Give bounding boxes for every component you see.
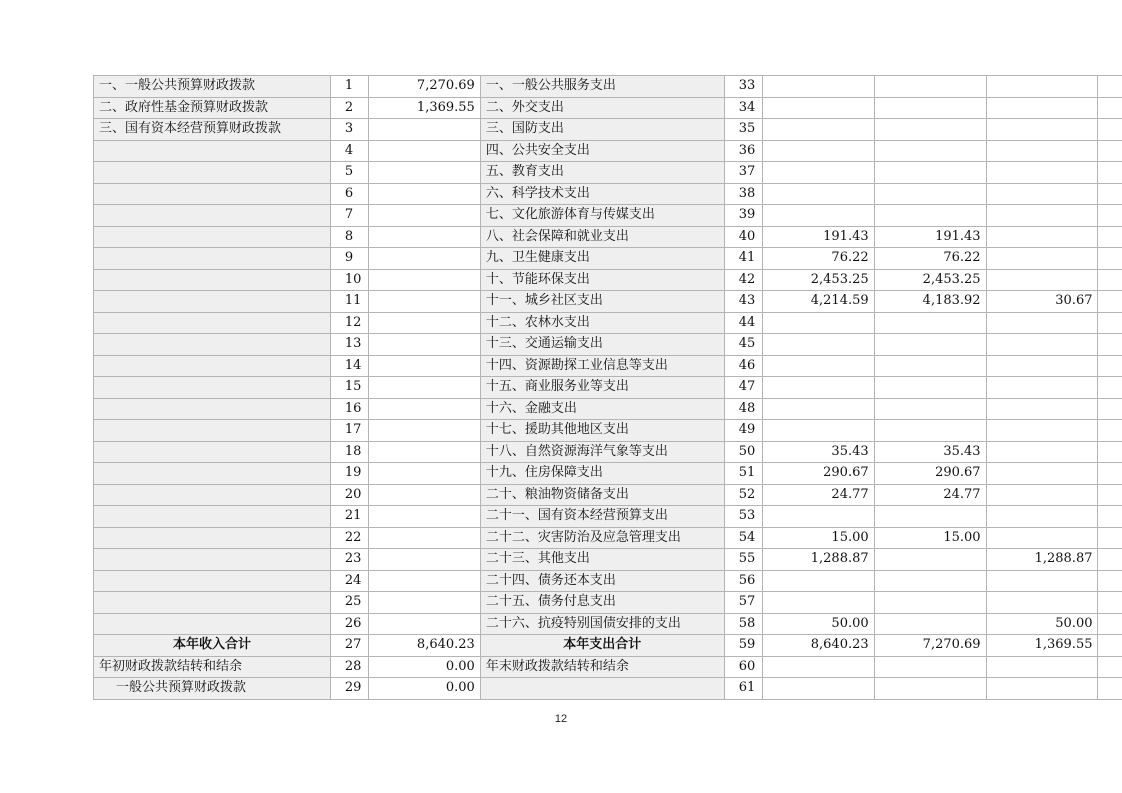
fund-budget-cell: [986, 484, 1098, 506]
fund-budget-cell: [986, 269, 1098, 291]
table-row: [94, 312, 1122, 334]
expense-line-no-cell: 50: [724, 441, 762, 463]
fund-budget-cell: [986, 570, 1098, 592]
income-item-cell: [94, 506, 331, 528]
income-amount-cell: [368, 248, 480, 270]
income-item-cell: [94, 226, 331, 248]
expense-line-no-cell: 61: [724, 678, 762, 700]
general-budget-cell: [874, 162, 986, 184]
income-item-cell: [94, 269, 331, 291]
general-budget-cell: [874, 570, 986, 592]
fund-budget-cell: 30.67: [986, 291, 1098, 313]
expense-line-no-cell: 60: [724, 656, 762, 678]
truncated-column-cell: [1098, 592, 1122, 614]
income-line-no-cell: 4: [330, 140, 368, 162]
income-item-cell: 一、一般公共预算财政拨款: [94, 76, 331, 98]
income-item-cell: [94, 420, 331, 442]
table-row: [94, 656, 1122, 678]
table-row: [94, 506, 1122, 528]
truncated-column-cell: [1098, 527, 1122, 549]
fund-budget-cell: [986, 226, 1098, 248]
expense-total-cell: [762, 97, 874, 119]
table-row: [94, 334, 1122, 356]
income-amount-cell: [368, 377, 480, 399]
income-item-cell: [94, 183, 331, 205]
expense-item-cell: 二十、粮油物资储备支出: [480, 484, 724, 506]
table-body: [94, 76, 1122, 700]
table-row: [94, 527, 1122, 549]
income-line-no-cell: 14: [330, 355, 368, 377]
expense-total-cell: [762, 76, 874, 98]
income-amount-cell: [368, 355, 480, 377]
income-line-no-cell: 8: [330, 226, 368, 248]
income-item-cell: [94, 312, 331, 334]
expense-line-no-cell: 42: [724, 269, 762, 291]
table-row: [94, 570, 1122, 592]
expense-line-no-cell: 52: [724, 484, 762, 506]
income-line-no-cell: 25: [330, 592, 368, 614]
general-budget-cell: 7,270.69: [874, 635, 986, 657]
expense-total-cell: [762, 506, 874, 528]
expense-item-cell: 十三、交通运输支出: [480, 334, 724, 356]
general-budget-cell: [874, 334, 986, 356]
table-row: [94, 678, 1122, 700]
fund-budget-cell: [986, 97, 1098, 119]
income-amount-cell: [368, 592, 480, 614]
fund-budget-cell: [986, 162, 1098, 184]
table-row: [94, 140, 1122, 162]
income-item-cell: [94, 248, 331, 270]
expense-total-cell: [762, 656, 874, 678]
general-budget-cell: 2,453.25: [874, 269, 986, 291]
income-item-cell: [94, 613, 331, 635]
income-amount-cell: [368, 420, 480, 442]
fund-budget-cell: 1,288.87: [986, 549, 1098, 571]
general-budget-cell: [874, 119, 986, 141]
income-item-cell: [94, 334, 331, 356]
expense-total-cell: [762, 312, 874, 334]
expense-item-cell: 六、科学技术支出: [480, 183, 724, 205]
income-line-no-cell: 20: [330, 484, 368, 506]
expense-item-cell: 一、一般公共服务支出: [480, 76, 724, 98]
expense-item-cell: 年末财政拨款结转和结余: [480, 656, 724, 678]
table-row: [94, 463, 1122, 485]
general-budget-cell: [874, 613, 986, 635]
income-item-cell: 本年收入合计: [94, 635, 331, 657]
income-line-no-cell: 29: [330, 678, 368, 700]
expense-total-cell: 191.43: [762, 226, 874, 248]
income-line-no-cell: 3: [330, 119, 368, 141]
expense-line-no-cell: 49: [724, 420, 762, 442]
income-line-no-cell: 1: [330, 76, 368, 98]
table-row: [94, 420, 1122, 442]
expense-line-no-cell: 43: [724, 291, 762, 313]
truncated-column-cell: [1098, 355, 1122, 377]
fund-budget-cell: 1,369.55: [986, 635, 1098, 657]
income-amount-cell: [368, 226, 480, 248]
income-item-cell: [94, 291, 331, 313]
income-item-cell: 年初财政拨款结转和结余: [94, 656, 331, 678]
expense-item-cell: 十六、金融支出: [480, 398, 724, 420]
fund-budget-cell: [986, 441, 1098, 463]
income-amount-cell: [368, 312, 480, 334]
income-amount-cell: 0.00: [368, 656, 480, 678]
expense-total-cell: [762, 678, 874, 700]
expense-item-cell: 十五、商业服务业等支出: [480, 377, 724, 399]
expense-total-cell: 1,288.87: [762, 549, 874, 571]
expense-line-no-cell: 34: [724, 97, 762, 119]
expense-item-cell: 二十五、债务付息支出: [480, 592, 724, 614]
fund-budget-cell: [986, 678, 1098, 700]
expense-item-cell: 十一、城乡社区支出: [480, 291, 724, 313]
general-budget-cell: [874, 420, 986, 442]
income-item-cell: [94, 549, 331, 571]
income-line-no-cell: 13: [330, 334, 368, 356]
income-item-cell: 三、国有资本经营预算财政拨款: [94, 119, 331, 141]
expense-line-no-cell: 53: [724, 506, 762, 528]
truncated-column-cell: [1098, 506, 1122, 528]
general-budget-cell: [874, 205, 986, 227]
expense-line-no-cell: 41: [724, 248, 762, 270]
income-line-no-cell: 23: [330, 549, 368, 571]
general-budget-cell: [874, 398, 986, 420]
expense-total-cell: 2,453.25: [762, 269, 874, 291]
income-amount-cell: [368, 162, 480, 184]
general-budget-cell: [874, 592, 986, 614]
expense-line-no-cell: 56: [724, 570, 762, 592]
expense-item-cell: 七、文化旅游体育与传媒支出: [480, 205, 724, 227]
income-line-no-cell: 11: [330, 291, 368, 313]
table-row: [94, 205, 1122, 227]
income-amount-cell: [368, 570, 480, 592]
truncated-column-cell: [1098, 678, 1122, 700]
income-line-no-cell: 19: [330, 463, 368, 485]
expense-total-cell: 35.43: [762, 441, 874, 463]
income-amount-cell: 8,640.23: [368, 635, 480, 657]
income-line-no-cell: 22: [330, 527, 368, 549]
income-amount-cell: [368, 269, 480, 291]
expense-line-no-cell: 35: [724, 119, 762, 141]
general-budget-cell: 15.00: [874, 527, 986, 549]
income-item-cell: [94, 140, 331, 162]
income-item-cell: [94, 463, 331, 485]
truncated-column-cell: [1098, 656, 1122, 678]
general-budget-cell: [874, 506, 986, 528]
table-row: [94, 441, 1122, 463]
expense-total-cell: [762, 183, 874, 205]
truncated-column-cell: [1098, 441, 1122, 463]
table-row: [94, 76, 1122, 98]
table-row: [94, 291, 1122, 313]
income-amount-cell: [368, 613, 480, 635]
expense-line-no-cell: 48: [724, 398, 762, 420]
fund-budget-cell: [986, 420, 1098, 442]
expense-line-no-cell: 55: [724, 549, 762, 571]
income-item-cell: [94, 162, 331, 184]
general-budget-cell: [874, 312, 986, 334]
income-amount-cell: [368, 334, 480, 356]
expense-line-no-cell: 57: [724, 592, 762, 614]
fund-budget-cell: [986, 119, 1098, 141]
expense-line-no-cell: 58: [724, 613, 762, 635]
fund-budget-cell: 50.00: [986, 613, 1098, 635]
income-amount-cell: 7,270.69: [368, 76, 480, 98]
expense-item-cell: 二十三、其他支出: [480, 549, 724, 571]
income-line-no-cell: 21: [330, 506, 368, 528]
income-line-no-cell: 2: [330, 97, 368, 119]
fund-budget-cell: [986, 592, 1098, 614]
income-item-cell: [94, 355, 331, 377]
fund-budget-cell: [986, 398, 1098, 420]
income-item-cell: [94, 484, 331, 506]
general-budget-cell: 76.22: [874, 248, 986, 270]
expense-total-cell: [762, 420, 874, 442]
truncated-column-cell: [1098, 377, 1122, 399]
table-row: [94, 635, 1122, 657]
truncated-column-cell: [1098, 140, 1122, 162]
income-amount-cell: [368, 183, 480, 205]
expense-line-no-cell: 45: [724, 334, 762, 356]
expense-item-cell: 十、节能环保支出: [480, 269, 724, 291]
truncated-column-cell: [1098, 484, 1122, 506]
expense-line-no-cell: 37: [724, 162, 762, 184]
expense-total-cell: 24.77: [762, 484, 874, 506]
expense-line-no-cell: 39: [724, 205, 762, 227]
general-budget-cell: [874, 140, 986, 162]
general-budget-cell: [874, 678, 986, 700]
expense-total-cell: 4,214.59: [762, 291, 874, 313]
expense-item-cell: 二十六、抗疫特别国债安排的支出: [480, 613, 724, 635]
expense-item-cell: 四、公共安全支出: [480, 140, 724, 162]
truncated-column-cell: [1098, 549, 1122, 571]
fund-budget-cell: [986, 312, 1098, 334]
general-budget-cell: [874, 97, 986, 119]
table-row: [94, 613, 1122, 635]
income-line-no-cell: 6: [330, 183, 368, 205]
truncated-column-cell: [1098, 226, 1122, 248]
truncated-column-cell: [1098, 183, 1122, 205]
income-line-no-cell: 24: [330, 570, 368, 592]
expense-total-cell: [762, 119, 874, 141]
general-budget-cell: 191.43: [874, 226, 986, 248]
truncated-column-cell: [1098, 570, 1122, 592]
income-amount-cell: [368, 140, 480, 162]
income-item-cell: [94, 398, 331, 420]
income-item-cell: [94, 377, 331, 399]
expense-total-cell: [762, 140, 874, 162]
expense-total-cell: [762, 398, 874, 420]
table-row: [94, 592, 1122, 614]
fund-budget-cell: [986, 377, 1098, 399]
table-row: [94, 248, 1122, 270]
expense-item-cell: 本年支出合计: [480, 635, 724, 657]
income-line-no-cell: 18: [330, 441, 368, 463]
fund-budget-cell: [986, 248, 1098, 270]
expense-item-cell: 二十二、灾害防治及应急管理支出: [480, 527, 724, 549]
income-line-no-cell: 10: [330, 269, 368, 291]
fund-budget-cell: [986, 334, 1098, 356]
expense-line-no-cell: 46: [724, 355, 762, 377]
income-item-cell: [94, 205, 331, 227]
truncated-column-cell: [1098, 205, 1122, 227]
income-item-cell: [94, 441, 331, 463]
income-line-no-cell: 17: [330, 420, 368, 442]
expense-total-cell: [762, 205, 874, 227]
table-row: [94, 269, 1122, 291]
expense-line-no-cell: 47: [724, 377, 762, 399]
income-amount-cell: [368, 506, 480, 528]
income-line-no-cell: 28: [330, 656, 368, 678]
expense-line-no-cell: 40: [724, 226, 762, 248]
expense-item-cell: 十八、自然资源海洋气象等支出: [480, 441, 724, 463]
expense-item-cell: 二、外交支出: [480, 97, 724, 119]
expense-line-no-cell: 38: [724, 183, 762, 205]
income-line-no-cell: 16: [330, 398, 368, 420]
table-row: [94, 355, 1122, 377]
truncated-column-cell: [1098, 76, 1122, 98]
expense-line-no-cell: 51: [724, 463, 762, 485]
page-number: 12: [554, 713, 568, 725]
truncated-column-cell: [1098, 119, 1122, 141]
table-row: [94, 484, 1122, 506]
expense-item-cell: 二十四、债务还本支出: [480, 570, 724, 592]
general-budget-cell: [874, 656, 986, 678]
income-amount-cell: [368, 463, 480, 485]
general-budget-cell: 290.67: [874, 463, 986, 485]
expense-total-cell: [762, 162, 874, 184]
general-budget-cell: 4,183.92: [874, 291, 986, 313]
expense-total-cell: 15.00: [762, 527, 874, 549]
fund-budget-cell: [986, 656, 1098, 678]
income-line-no-cell: 5: [330, 162, 368, 184]
income-line-no-cell: 15: [330, 377, 368, 399]
expense-item-cell: 十二、农林水支出: [480, 312, 724, 334]
expense-line-no-cell: 36: [724, 140, 762, 162]
table-row: [94, 183, 1122, 205]
truncated-column-cell: [1098, 635, 1122, 657]
fund-budget-cell: [986, 527, 1098, 549]
general-budget-cell: [874, 377, 986, 399]
income-item-cell: [94, 527, 331, 549]
table-row: [94, 119, 1122, 141]
fund-budget-cell: [986, 183, 1098, 205]
income-amount-cell: [368, 119, 480, 141]
expense-line-no-cell: 33: [724, 76, 762, 98]
expense-line-no-cell: 44: [724, 312, 762, 334]
truncated-column-cell: [1098, 398, 1122, 420]
expense-item-cell: [480, 678, 724, 700]
income-item-cell: 二、政府性基金预算财政拨款: [94, 97, 331, 119]
income-line-no-cell: 7: [330, 205, 368, 227]
income-amount-cell: [368, 441, 480, 463]
expense-item-cell: 八、社会保障和就业支出: [480, 226, 724, 248]
income-amount-cell: 1,369.55: [368, 97, 480, 119]
income-amount-cell: [368, 484, 480, 506]
table-row: [94, 377, 1122, 399]
income-amount-cell: [368, 398, 480, 420]
expense-total-cell: 50.00: [762, 613, 874, 635]
table-row: [94, 549, 1122, 571]
expense-total-cell: [762, 570, 874, 592]
income-amount-cell: [368, 549, 480, 571]
truncated-column-cell: [1098, 162, 1122, 184]
income-amount-cell: [368, 291, 480, 313]
truncated-column-cell: [1098, 463, 1122, 485]
expense-item-cell: 十四、资源勘探工业信息等支出: [480, 355, 724, 377]
general-budget-cell: [874, 183, 986, 205]
truncated-column-cell: [1098, 97, 1122, 119]
income-item-cell: [94, 592, 331, 614]
fund-budget-cell: [986, 140, 1098, 162]
income-amount-cell: [368, 205, 480, 227]
general-budget-cell: 24.77: [874, 484, 986, 506]
fiscal-appropriation-table: [93, 75, 1122, 700]
expense-total-cell: 8,640.23: [762, 635, 874, 657]
general-budget-cell: [874, 549, 986, 571]
table-row: [94, 398, 1122, 420]
income-item-cell: [94, 570, 331, 592]
income-line-no-cell: 12: [330, 312, 368, 334]
expense-total-cell: [762, 355, 874, 377]
table-row: [94, 97, 1122, 119]
expense-line-no-cell: 59: [724, 635, 762, 657]
income-item-cell: 一般公共预算财政拨款: [94, 678, 331, 700]
fund-budget-cell: [986, 463, 1098, 485]
truncated-column-cell: [1098, 291, 1122, 313]
expense-total-cell: [762, 377, 874, 399]
expense-item-cell: 十七、援助其他地区支出: [480, 420, 724, 442]
fund-budget-cell: [986, 506, 1098, 528]
income-line-no-cell: 26: [330, 613, 368, 635]
truncated-column-cell: [1098, 613, 1122, 635]
expense-total-cell: [762, 334, 874, 356]
fund-budget-cell: [986, 76, 1098, 98]
income-amount-cell: [368, 527, 480, 549]
expense-item-cell: 五、教育支出: [480, 162, 724, 184]
table-row: [94, 162, 1122, 184]
table-row: [94, 226, 1122, 248]
income-amount-cell: 0.00: [368, 678, 480, 700]
expense-item-cell: 九、卫生健康支出: [480, 248, 724, 270]
fund-budget-cell: [986, 355, 1098, 377]
general-budget-cell: [874, 76, 986, 98]
expense-total-cell: [762, 592, 874, 614]
income-line-no-cell: 9: [330, 248, 368, 270]
expense-item-cell: 十九、住房保障支出: [480, 463, 724, 485]
truncated-column-cell: [1098, 312, 1122, 334]
expense-item-cell: 二十一、国有资本经营预算支出: [480, 506, 724, 528]
expense-total-cell: 76.22: [762, 248, 874, 270]
income-line-no-cell: 27: [330, 635, 368, 657]
fund-budget-cell: [986, 205, 1098, 227]
truncated-column-cell: [1098, 334, 1122, 356]
general-budget-cell: 35.43: [874, 441, 986, 463]
truncated-column-cell: [1098, 269, 1122, 291]
general-budget-cell: [874, 355, 986, 377]
truncated-column-cell: [1098, 248, 1122, 270]
truncated-column-cell: [1098, 420, 1122, 442]
expense-item-cell: 三、国防支出: [480, 119, 724, 141]
expense-line-no-cell: 54: [724, 527, 762, 549]
expense-total-cell: 290.67: [762, 463, 874, 485]
